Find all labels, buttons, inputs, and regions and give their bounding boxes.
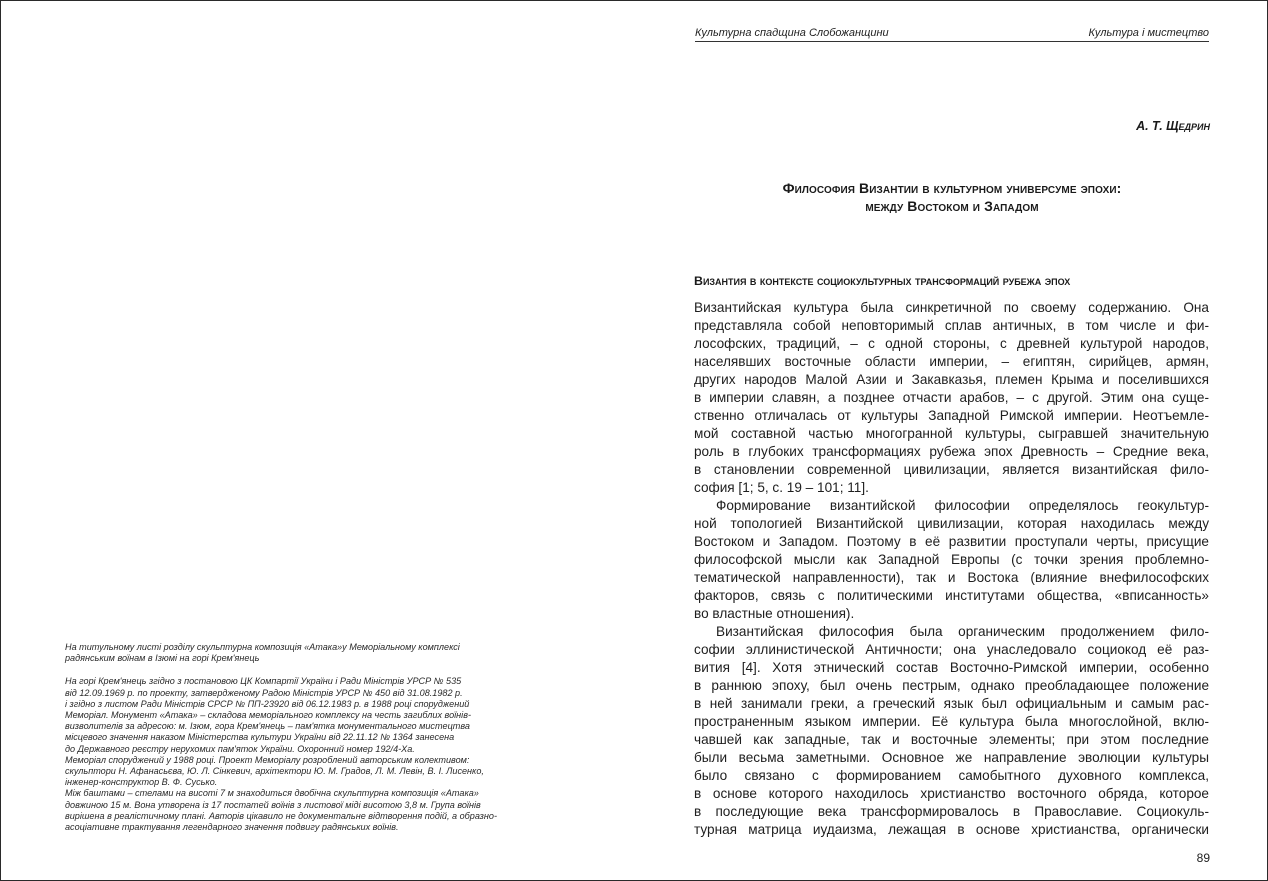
right-page (635, 1, 1267, 880)
running-header (695, 27, 1209, 42)
caption-line: На титульному листі розділу скульптурна композиція «Атака»у Меморіальному комплексі (65, 642, 460, 652)
memorial-caption (65, 676, 585, 833)
caption-line: асоціативне трактування легендарного значення подвигу радянських воїнів. (65, 822, 399, 833)
caption-line: місцевого значення наказом Міністерства культури України від 22.11.12 № 1364 занесена (65, 732, 455, 743)
text-line: пространенным языком империи. Её культура была многослойной, вклю- (694, 714, 1209, 729)
text-line: факторов, связь с политическими институтами общества, «вписанность» (694, 588, 1209, 603)
caption-line: довжиною 15 м. Вона утворена із 17 постатей воїнів з листової міді висотою 3,8 м. Група воїнів (65, 799, 481, 810)
author-initials: А. Т. (1136, 119, 1167, 133)
text-line: во властные отношения). (694, 606, 855, 621)
paragraph (694, 299, 1209, 497)
author-surname: Щедрин (1166, 119, 1210, 133)
caption-line: радянським воїнам в Ізюмі на горі Крем'янець (65, 653, 260, 664)
caption-line: На горі Крем'янець згідно з постановою ЦК Компартії України і Ради Міністрів УРСР № 535 (65, 676, 462, 687)
caption-line: інженер-конструктор В. Ф. Сусько. (65, 777, 218, 788)
text-line: софии эллинистической Античности; она унаследовало социокод её раз- (694, 642, 1209, 657)
caption-spacer (65, 664, 585, 676)
text-line: ственно отличалась от культуры Западной Римской империи. Неотъемле- (694, 408, 1209, 423)
left-page (1, 1, 635, 880)
caption-line: визволителів за адресою: м. Ізюм, гора Крем'янець – пам'ятка монументального мистецтва (65, 721, 470, 732)
title-line: Философия Византии в культурном универсуме эпохи: (782, 180, 1122, 196)
caption-line: і згідно з листом Ради Міністрів СРСР № ПП-23920 від 06.12.1983 р. в 1988 році споруджений (65, 698, 470, 709)
article-body (694, 299, 1209, 839)
text-line: Формирование византийской философии определялось геокультур- (716, 498, 1209, 513)
caption-line: вирішена в реалістичному плані. Авторів цікавило не документальне відтворення подій, а образно- (65, 810, 497, 821)
text-line: населявших восточные области империи, – египтян, сирийцев, армян, (694, 354, 1209, 369)
text-line: были весьма заметными. Основное же направление эволюции культуры (694, 750, 1209, 765)
text-line: лософских, традиций, – с одной стороны, с древней культурой народов, (694, 336, 1209, 351)
text-line: Византийская культура была синкретичной по своему содержанию. Она (694, 300, 1209, 315)
text-line: в последующие века трансформировалось в Православие. Социокуль- (694, 804, 1209, 819)
text-line: в становлении современной цивилизации, является византийская фило- (694, 462, 1209, 477)
article-title (695, 179, 1209, 215)
caption-line: від 12.09.1969 р. по проекту, затвердженому Радою Міністрів УРСР № 450 від 31.08.1982 р. (65, 687, 463, 698)
text-line: в основе которого находилось христианство восточного обряда, которое (694, 786, 1209, 801)
text-line: Востоком и Западом. Поэтому в её развитии проступали черты, присущие (694, 534, 1209, 549)
text-line: турная матрица иудаизма, лежащая в основе христианства, органически (694, 822, 1209, 837)
caption-line: Між баштами – стелами на висоті 7 м знаходиться двобічна скульптурна композиція «Атака» (65, 788, 479, 799)
text-line: представляла собой неповторимый сплав античных, в том числе и фи- (694, 318, 1209, 333)
caption-line: до Державного реєстру нерухомих пам'яток України. Охоронний номер 192/4-Ха. (65, 743, 415, 754)
author-name (1136, 118, 1210, 134)
header-journal-title: Культурна спадщина Слобожанщини (695, 27, 889, 39)
title-line: между Востоком и Западом (865, 198, 1039, 214)
caption-line: Меморіал. Монумент «Атака» – складова меморіального комплексу на честь загиблих воїнів- (65, 710, 471, 721)
text-line: софия [1; 5, с. 19 – 101; 11]. (694, 480, 869, 495)
text-line: Византийская философия была органическим продолжением фило- (716, 624, 1209, 639)
text-line: вития [4]. Хотя этнический состав Восточно-Римской империи, особенно (694, 660, 1209, 675)
header-section-title: Культура і мистецтво (1088, 27, 1209, 39)
caption-line: скульптори Н. Афанасьєва, Ю. Л. Сінкевич, архітектори Ю. М. Градов, Л. М. Левін, В. І. Лисенко, (65, 766, 484, 777)
cover-caption (65, 642, 585, 664)
paragraph (694, 497, 1209, 623)
text-line: других народов Малой Азии и Закавказья, племен Крыма и поселившихся (694, 372, 1209, 387)
caption-line: Меморіал споруджений у 1988 році. Проект Меморіалу розроблений авторським колективом: (65, 754, 470, 765)
text-line: в ней занимали греки, а греческий язык был официальным и самым рас- (694, 696, 1209, 711)
text-line: философской мысли как Западной Европы (с точки зрения проблемно- (694, 552, 1209, 567)
caption-block (65, 642, 585, 833)
text-line: чавшей как западные, так и восточные элементы; при этом последние (694, 732, 1209, 747)
text-line: в империи славян, а позднее отчасти арабов, – с другой. Этим она суще- (694, 390, 1209, 405)
paragraph (694, 623, 1209, 839)
text-line: тематической направленности), так и Востока (влияние внефилософских (694, 570, 1209, 585)
text-line: ной топологией Византийской цивилизации, которая находилась между (694, 516, 1209, 531)
text-line: в раннюю эпоху, был очень пестрым, однако преобладающее положение (694, 678, 1209, 693)
text-line: роль в глубоких трансформациях рубежа эпох Древность – Средние века, (694, 444, 1209, 459)
text-line: было связано с формированием самобытного духовного комплекса, (694, 768, 1209, 783)
text-line: мой составной частью многогранной культуры, сыгравшей значительную (694, 426, 1209, 441)
section-heading: Византия в контексте социокультурных трансформаций рубежа эпох (694, 274, 1071, 288)
page-number: 89 (1196, 851, 1210, 865)
